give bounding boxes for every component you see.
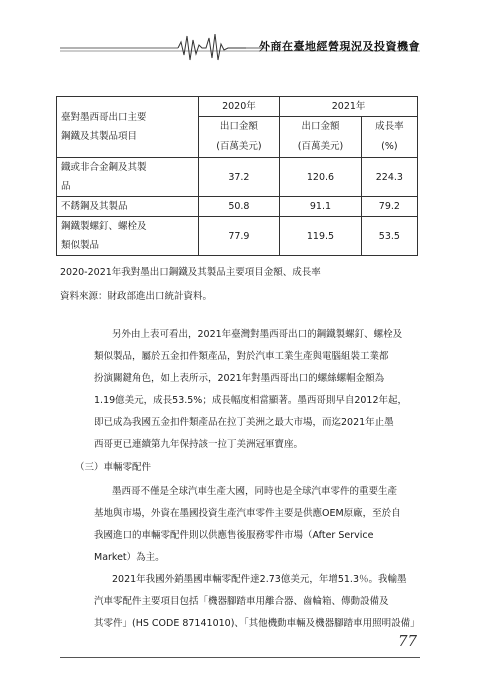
year-2020-header: 2020年 — [198, 97, 280, 117]
col-2021-amount-header: 出口金額 (百萬美元) — [280, 117, 362, 158]
section-heading-auto-parts: （三）車輛零配件 — [75, 462, 152, 473]
col-growth-header: 成長率 (%) — [361, 117, 417, 158]
cell-growth: 79.2 — [361, 197, 417, 217]
table-row — [57, 217, 418, 256]
footer-rule — [60, 657, 420, 658]
header-title: 外商在臺地經營現況及投資機會 — [259, 40, 420, 53]
cell-2020: 37.2 — [198, 158, 280, 197]
table-source: 資料來源：財政部進出口統計資料。 — [60, 291, 213, 302]
table-row — [57, 158, 418, 197]
paragraph-auto-parts-exports: 2021年我國外銷墨國車輛零配件達2.73億美元，年增51.3％。我輸墨 汽車零配件主要項目包括「機器腳踏車用離合器、齒輪箱、傳動設備及 其零件」(HS CODE 87141010)、「其他機動車輛及機器腳踏車用照明設備」 — [94, 574, 420, 629]
row-item: 不銹鋼及其製品 — [57, 197, 199, 217]
cell-2020: 50.8 — [198, 197, 280, 217]
table-corner-label: 臺對墨西哥出口主要 鋼鐵及其製品項目 — [57, 97, 199, 158]
paragraph-auto-parts: 墨西哥不僅是全球汽車生產大國，同時也是全球汽車零件的重要生產 基地與市場，外資在墨國投資生產汽車零件主要是供應OEM原廠，至於自 我國進口的車輛零配件則以供應售後服務零件市場（After Service Market）為主。 — [94, 486, 401, 563]
table-row — [57, 197, 418, 217]
cell-2021: 119.5 — [280, 217, 362, 256]
page-number: 77 — [398, 632, 418, 650]
page-header — [0, 0, 480, 70]
cell-growth: 224.3 — [361, 158, 417, 197]
year-2021-header: 2021年 — [280, 97, 418, 117]
cell-growth: 53.5 — [361, 217, 417, 256]
col-2020-amount-header: 出口金額 (百萬美元) — [198, 117, 280, 158]
row-item: 鋼鐵製螺釘、螺栓及 類似製品 — [57, 217, 199, 256]
row-item: 鐵或非合金鋼及其製 品 — [57, 158, 199, 197]
table-caption: 2020-2021年我對墨出口鋼鐵及其製品主要項目金額、成長率 — [60, 267, 321, 278]
cell-2021: 91.1 — [280, 197, 362, 217]
header-waveform-decoration — [0, 0, 480, 70]
export-table — [56, 96, 418, 256]
cell-2021: 120.6 — [280, 158, 362, 197]
paragraph-fasteners: 另外由上表可看出，2021年臺灣對墨西哥出口的鋼鐵製螺釘、螺栓及 類似製品，屬於五金扣件類產品，對於汽車工業生產與電腦組裝工業都 扮演關鍵角色，如上表所示，2021年對墨西哥出口的螺絲螺帽金額為 1.19億美元，成長53.5%；成長幅度相當顯著。墨西哥則早自2012年起， 即已成為我國五金扣件類產品在拉丁美洲之最大市場，而迄2021年止墨 西哥更已連續第九年保持該一拉丁美洲冠軍寶座。 — [94, 329, 408, 450]
cell-2020: 77.9 — [198, 217, 280, 256]
